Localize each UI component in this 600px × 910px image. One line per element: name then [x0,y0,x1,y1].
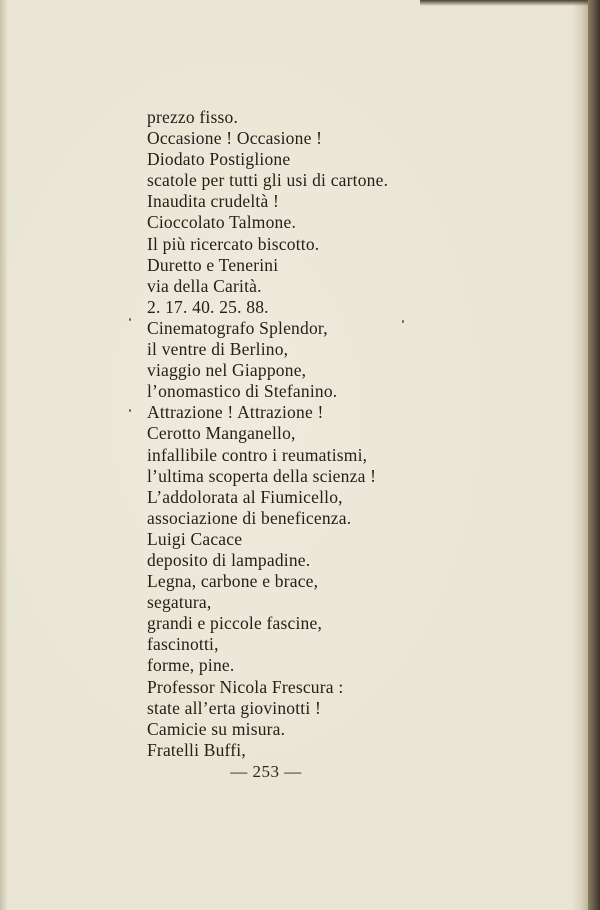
page-number: — 253 — [230,762,302,781]
poem-line: grandi e piccole fascine, [147,613,323,634]
poem-line: Inaudita crudeltà ! [147,191,280,212]
poem-line: Fratelli Buffi, [147,739,246,760]
poem-line: Il più ricercato biscotto. [147,233,320,254]
poem-line: deposito di lampadine. [147,549,311,570]
poem-line: l’onomastico di Stefanino. [147,381,338,402]
poem-line: Attrazione ! Attrazione ! [147,402,324,423]
poem-line: 2. 17. 40. 25. 88. [147,296,269,317]
poem-line: viaggio nel Giappone, [147,360,307,381]
poem-line: Diodato Postiglione [147,149,291,170]
poem-line: Cioccolato Talmone. [147,212,297,233]
poem-line: l’ultima scoperta della scienza ! [147,465,377,486]
poem-line: Professor Nicola Frescura : [147,676,344,697]
poem-line: via della Carità. [147,275,262,296]
poem-line: scatole per tutti gli usi di cartone. [147,170,389,191]
poem-line: infallibile contro i reumatismi, [147,444,368,465]
poem-line: state all’erta giovinotti ! [147,697,322,718]
poem-line: il ventre di Berlino, [147,339,289,360]
poem-line: Luigi Cacace [147,528,243,549]
page-left-edge [0,0,7,910]
paper-speck [129,318,131,321]
book-spine [588,0,600,910]
paper-speck [129,409,131,412]
poem-line: Duretto e Tenerini [147,254,279,275]
poem-text [147,107,567,761]
poem-line: prezzo fisso. [147,107,239,127]
poem-line: forme, pine. [147,655,235,676]
poem-line: Cinematografo Splendor, [147,317,328,338]
poem-line: segatura, [147,592,212,613]
page-right-edge [572,0,588,910]
poem-line: Occasione ! Occasione ! [147,128,323,149]
poem-line: L’addolorata al Fiumicello, [147,486,343,507]
poem-line: Camicie su misura. [147,718,286,739]
poem-line: Legna, carbone e brace, [147,571,319,592]
poem-line: fascinotti, [147,634,219,655]
top-edge-shadow [420,0,600,6]
poem-line: Cerotto Manganello, [147,423,296,444]
poem-line: associazione di beneficenza. [147,507,352,528]
